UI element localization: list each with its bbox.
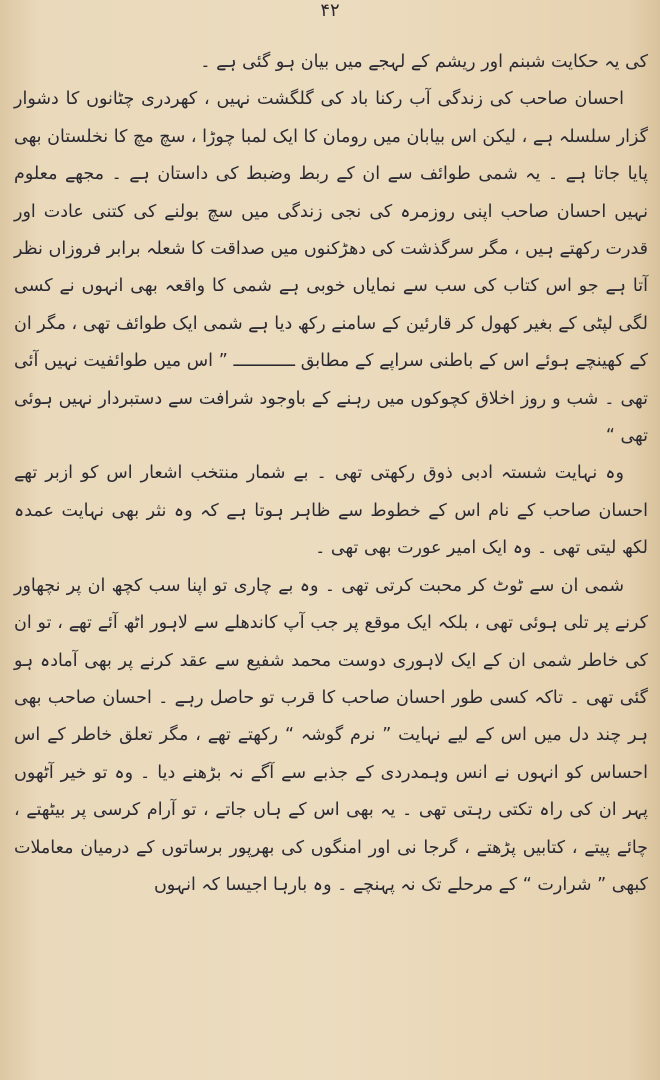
page-number: ۴۲ (320, 0, 340, 21)
paragraph-3: وہ نہایت شستہ ادبی ذوق رکھتی تھی ۔ بے شمار منتخب اشعار اس کو ازبر تھے احسان صاحب کے نام اس کے خطوط سے ظاہر ہوتا ہے کہ وہ نثر بھی نہایت عمدہ لکھ لیتی تھی ۔ وہ ایک امیر عورت بھی تھی ۔ (14, 463, 648, 559)
page-body-text (14, 44, 648, 904)
paragraph-4: شمی ان سے ٹوٹ کر محبت کرتی تھی ۔ وہ بے چاری تو اپنا سب کچھ ان پر نچھاور کرنے پر تلی ہوئی تھی ، بلکہ ایک موقع پر جب آپ کاندھلے سے لاہور اٹھ آئے تھے ، تو ان کی خاطر شمی ان کے ایک لاہوری دوست محمد شفیع سے عقد کرنے پر بھی آمادہ ہو گئی تھی ۔ تاکہ کسی طور احسان صاحب کا قرب تو حاصل رہے ۔ احسان صاحب بھی ہر چند دل میں اس کے لیے نہایت ” نرم گوشہ “ رکھتے تھے ، مگر تعلق خاطر کے اس احساس کو انہوں نے انس وہمدردی کے جذبے سے آگے نہ بڑھنے دیا ۔ وہ تو خیر آٹھوں پہر ان کی راہ تکتی رہتی تھی ۔ یہ بھی اس کے ہاں جاتے ، تو آرام کرسی پر بیٹھتے ، چائے پیتے ، کتابیں پڑھتے ، گرجا نی اور امنگوں کی بھرپور برساتوں کے درمیان معاملات کبھی ” شرارت “ کے مرحلے تک نہ پہنچے ۔ وہ بارہا اجیسا کہ انہوں (14, 575, 648, 895)
paragraph-1: کی یہ حکایت شبنم اور ریشم کے لہجے میں بیان ہو گئی ہے ۔ (200, 52, 648, 72)
paragraph-2: احسان صاحب کی زندگی آب رکنا باد کی گلگشت نہیں ، کھردری چٹانوں کا دشوار گزار سلسلہ ہے ، لیکن اس بیابان میں رومان کا ایک لمبا چوڑا ، سچ مچ کا نخلستان بھی پایا جاتا ہے ۔ یہ شمی طوائف سے ان کے ربط وضبط کی داستان ہے ۔ مجھے معلوم نہیں احسان صاحب اپنی روزمرہ کی نجی زندگی میں سچ بولنے کی کتنی عادت اور قدرت رکھتے ہیں ، مگر سرگذشت کی دھڑکنوں میں صداقت کا شعلہ برابر فروزاں نظر آتا ہے جو اس کتاب کی سب سے نمایاں خوبی ہے شمی کا واقعہ بھی انہوں نے کسی لگی لپٹی کے بغیر کھول کر قارئین کے سامنے رکھ دیا ہے شمی ایک طوائف تھی ، مگر ان کے کھینچے ہوئے اس کے باطنی سراپے کے مطابق ــــــــــــ ” اس میں طوائفیت نہیں آئی تھی ۔ شب و روز اخلاق کچوکوں میں رہنے کے باوجود شرافت سے دستبردار نہیں ہوئی تھی “ (14, 89, 648, 447)
